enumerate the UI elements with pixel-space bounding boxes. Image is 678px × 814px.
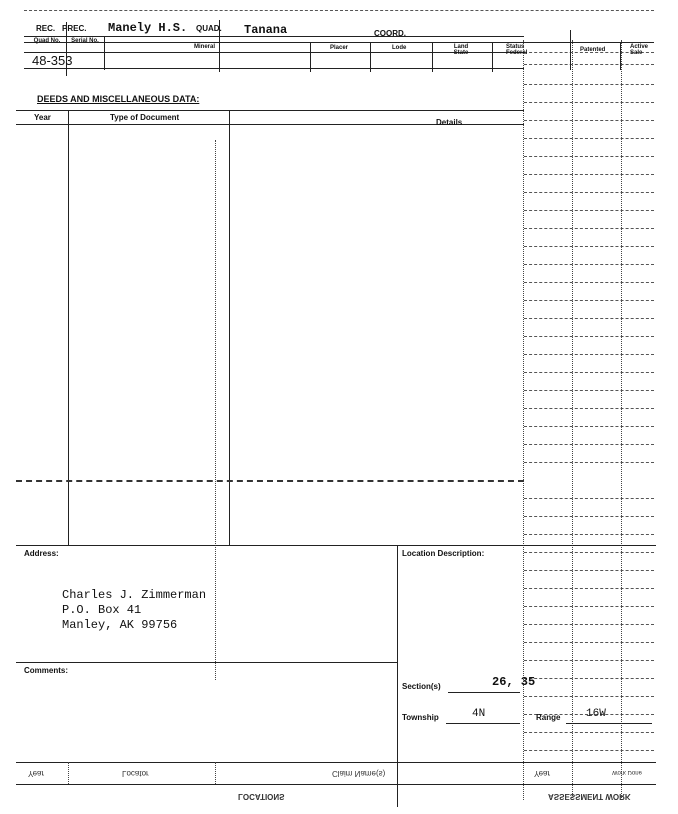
- right-row: [524, 228, 654, 229]
- mineral-label: Mineral: [194, 44, 216, 50]
- right-row: [524, 174, 654, 175]
- right-row: [524, 156, 654, 157]
- header-vline-4: [310, 42, 311, 72]
- header-vline-6: [432, 42, 433, 72]
- right-row: [524, 606, 654, 607]
- right-row: [524, 426, 654, 427]
- right-row: [524, 372, 654, 373]
- footer-vline-2: [215, 762, 216, 784]
- footer-work-done: Work Done: [612, 769, 642, 775]
- right-row: [524, 588, 654, 589]
- top-dash-line: [24, 10, 654, 11]
- header-rule-2: [24, 42, 654, 43]
- header-rule-1: [24, 36, 524, 37]
- address-label: Address:: [24, 549, 59, 558]
- address-line-3: Manley, AK 99756: [62, 618, 178, 632]
- right-row: [524, 102, 654, 103]
- deeds-rule-bottom: [16, 545, 656, 546]
- right-row: [524, 192, 654, 193]
- right-vline-3: [621, 40, 622, 800]
- right-row: [524, 534, 654, 535]
- right-row: [524, 498, 654, 499]
- right-row: [524, 300, 654, 301]
- right-row: [524, 660, 654, 661]
- range-label: Range: [536, 713, 561, 722]
- right-row: [524, 246, 654, 247]
- footer-locator: Locator: [122, 769, 149, 778]
- footer-assessment-work: ASSESSMENT WORK: [548, 792, 631, 801]
- right-row: [524, 570, 654, 571]
- footer-claim-names: Claim Name(s): [332, 769, 386, 778]
- address-line-2: P.O. Box 41: [62, 603, 142, 617]
- rec-label: REC.: [36, 24, 56, 33]
- right-row: [524, 552, 654, 553]
- col-details-label: Details: [436, 118, 463, 127]
- right-row: [524, 138, 654, 139]
- quad-label: QUAD.: [196, 24, 222, 33]
- right-row: [524, 678, 654, 679]
- right-row: [524, 408, 654, 409]
- right-row: [524, 264, 654, 265]
- deeds-vline-dotted: [215, 140, 216, 680]
- range-underline: [566, 723, 652, 724]
- right-row: [524, 354, 654, 355]
- section-value: 26, 35: [492, 675, 536, 689]
- active-label: Active Sale: [630, 44, 649, 56]
- status-federal-label: Status Federal: [506, 44, 528, 56]
- serial-no-label: Serial No.: [71, 38, 99, 44]
- right-row: [524, 84, 654, 85]
- township-label: Township: [402, 713, 439, 722]
- comments-rule: [16, 662, 398, 663]
- header-rule-4: [24, 68, 524, 69]
- col-type-label: Type of Document: [110, 113, 180, 122]
- placer-label: Placer: [330, 45, 349, 51]
- quad-value: Tanana: [244, 23, 288, 37]
- header-vline-3: [219, 20, 220, 72]
- quad-serial-value: 48-353: [32, 53, 73, 68]
- patented-label: Patented: [580, 47, 606, 53]
- location-divider: [397, 545, 398, 807]
- footer-year: Year: [28, 769, 45, 778]
- footer-vline-1: [68, 762, 69, 784]
- coord-label: COORD.: [374, 29, 406, 38]
- header-vline-2: [104, 36, 105, 70]
- right-row: [524, 336, 654, 337]
- prec-value: Manely H.S.: [108, 21, 188, 35]
- deeds-rule-top: [16, 110, 524, 111]
- col-year-label: Year: [34, 113, 51, 122]
- deeds-mid-dash: [16, 480, 524, 482]
- quad-no-label: Quad No.: [33, 38, 61, 44]
- header-vline-7: [492, 42, 493, 72]
- comments-label: Comments:: [24, 666, 69, 675]
- right-row: [524, 642, 654, 643]
- lode-label: Lode: [392, 45, 407, 51]
- section-underline: [448, 692, 520, 693]
- location-description-label: Location Description:: [402, 549, 485, 558]
- address-line-1: Charles J. Zimmerman: [62, 588, 207, 602]
- right-row: [524, 624, 654, 625]
- right-row: [524, 318, 654, 319]
- header-vline-5: [370, 42, 371, 72]
- right-row: [524, 732, 654, 733]
- deeds-title: DEEDS AND MISCELLANEOUS DATA:: [37, 94, 200, 104]
- land-state-label: Land State: [453, 44, 469, 56]
- right-row: [524, 444, 654, 445]
- right-row: [524, 462, 654, 463]
- header-rule-6: [524, 64, 654, 65]
- prec-label: PREC.: [62, 24, 87, 33]
- right-vline-2: [572, 40, 573, 800]
- section-label: Section(s): [402, 682, 441, 691]
- footer-locations: LOCATIONS: [238, 792, 285, 801]
- footer-rule-1: [16, 762, 656, 763]
- right-row: [524, 210, 654, 211]
- range-value: 16W: [586, 708, 606, 720]
- right-row: [524, 516, 654, 517]
- township-underline: [446, 723, 520, 724]
- right-row: [524, 390, 654, 391]
- footer-year-2: Year: [534, 769, 551, 778]
- footer-rule-2: [16, 784, 656, 785]
- right-row: [524, 750, 654, 751]
- right-row: [524, 696, 654, 697]
- right-row: [524, 282, 654, 283]
- header-vline-8: [570, 30, 571, 70]
- right-row: [524, 120, 654, 121]
- township-value: 4N: [472, 708, 486, 720]
